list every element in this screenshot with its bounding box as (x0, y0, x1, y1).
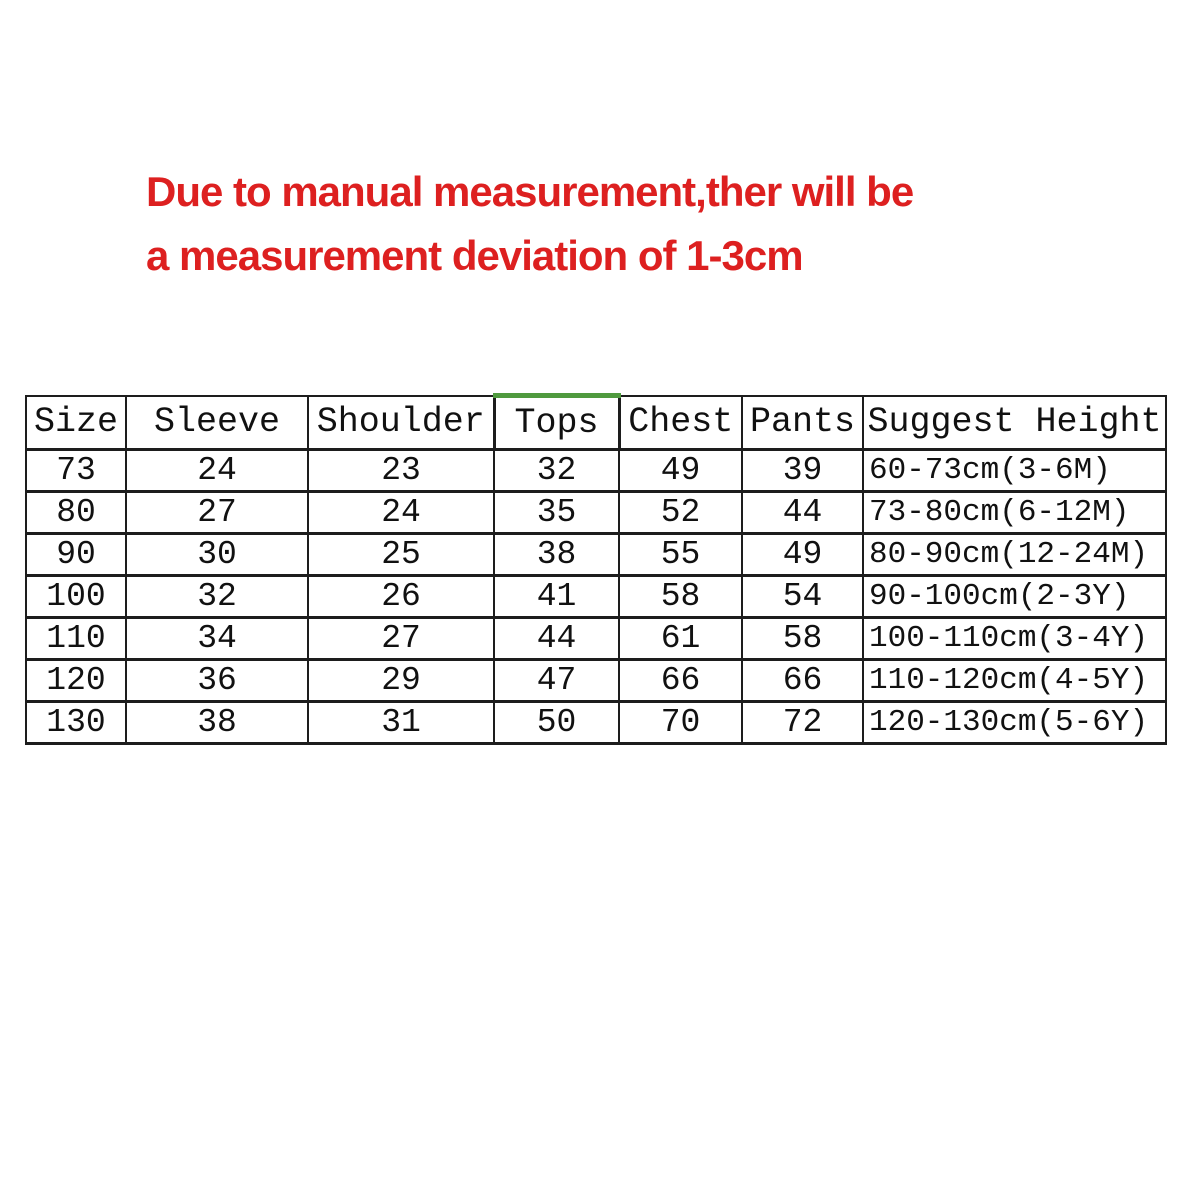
cell: 66 (742, 660, 863, 702)
cell: 26 (308, 576, 494, 618)
table-row (26, 660, 1166, 702)
cell: 31 (308, 702, 494, 744)
column-header-size: Size (26, 396, 126, 450)
cell: 80 (26, 492, 126, 534)
cell: 27 (308, 618, 494, 660)
cell: 25 (308, 534, 494, 576)
cell: 52 (619, 492, 742, 534)
cell: 49 (742, 534, 863, 576)
cell: 55 (619, 534, 742, 576)
cell: 120 (26, 660, 126, 702)
disclaimer-line-1: Due to manual measurement,ther will be (146, 168, 914, 215)
cell: 36 (126, 660, 308, 702)
cell: 54 (742, 576, 863, 618)
cell: 34 (126, 618, 308, 660)
cell: 44 (494, 618, 619, 660)
cell: 66 (619, 660, 742, 702)
size-chart-header (26, 396, 1166, 450)
cell: 23 (308, 450, 494, 492)
cell: 73 (26, 450, 126, 492)
cell: 100 (26, 576, 126, 618)
table-row (26, 618, 1166, 660)
cell: 70 (619, 702, 742, 744)
disclaimer-line-2: a measurement deviation of 1-3cm (146, 232, 803, 279)
cell-suggest-height: 73-80cm(6-12M) (863, 492, 1166, 534)
cell: 35 (494, 492, 619, 534)
size-chart-container (25, 393, 1165, 745)
size-chart-table (25, 393, 1167, 745)
cell: 90 (26, 534, 126, 576)
column-header-tops: Tops (494, 396, 619, 450)
table-row (26, 702, 1166, 744)
column-header-shoulder: Shoulder (308, 396, 494, 450)
cell: 50 (494, 702, 619, 744)
table-row (26, 534, 1166, 576)
cell: 110 (26, 618, 126, 660)
cell: 44 (742, 492, 863, 534)
cell: 30 (126, 534, 308, 576)
cell: 29 (308, 660, 494, 702)
cell: 72 (742, 702, 863, 744)
table-row (26, 450, 1166, 492)
cell: 130 (26, 702, 126, 744)
cell-suggest-height: 60-73cm(3-6M) (863, 450, 1166, 492)
cell: 41 (494, 576, 619, 618)
cell-suggest-height: 110-120cm(4-5Y) (863, 660, 1166, 702)
cell: 24 (126, 450, 308, 492)
header-row (26, 396, 1166, 450)
cell-suggest-height: 100-110cm(3-4Y) (863, 618, 1166, 660)
cell: 32 (126, 576, 308, 618)
cell: 24 (308, 492, 494, 534)
cell: 32 (494, 450, 619, 492)
cell-suggest-height: 90-100cm(2-3Y) (863, 576, 1166, 618)
table-row (26, 492, 1166, 534)
cell-suggest-height: 80-90cm(12-24M) (863, 534, 1166, 576)
cell-suggest-height: 120-130cm(5-6Y) (863, 702, 1166, 744)
column-header-sleeve: Sleeve (126, 396, 308, 450)
cell: 49 (619, 450, 742, 492)
measurement-disclaimer (146, 160, 1086, 288)
cell: 38 (126, 702, 308, 744)
cell: 61 (619, 618, 742, 660)
size-chart-body (26, 450, 1166, 744)
cell: 58 (619, 576, 742, 618)
column-header-pants: Pants (742, 396, 863, 450)
column-header-chest: Chest (619, 396, 742, 450)
column-header-suggest-height: Suggest Height (863, 396, 1166, 450)
cell: 47 (494, 660, 619, 702)
cell: 39 (742, 450, 863, 492)
cell: 38 (494, 534, 619, 576)
cell: 58 (742, 618, 863, 660)
table-row (26, 576, 1166, 618)
cell: 27 (126, 492, 308, 534)
